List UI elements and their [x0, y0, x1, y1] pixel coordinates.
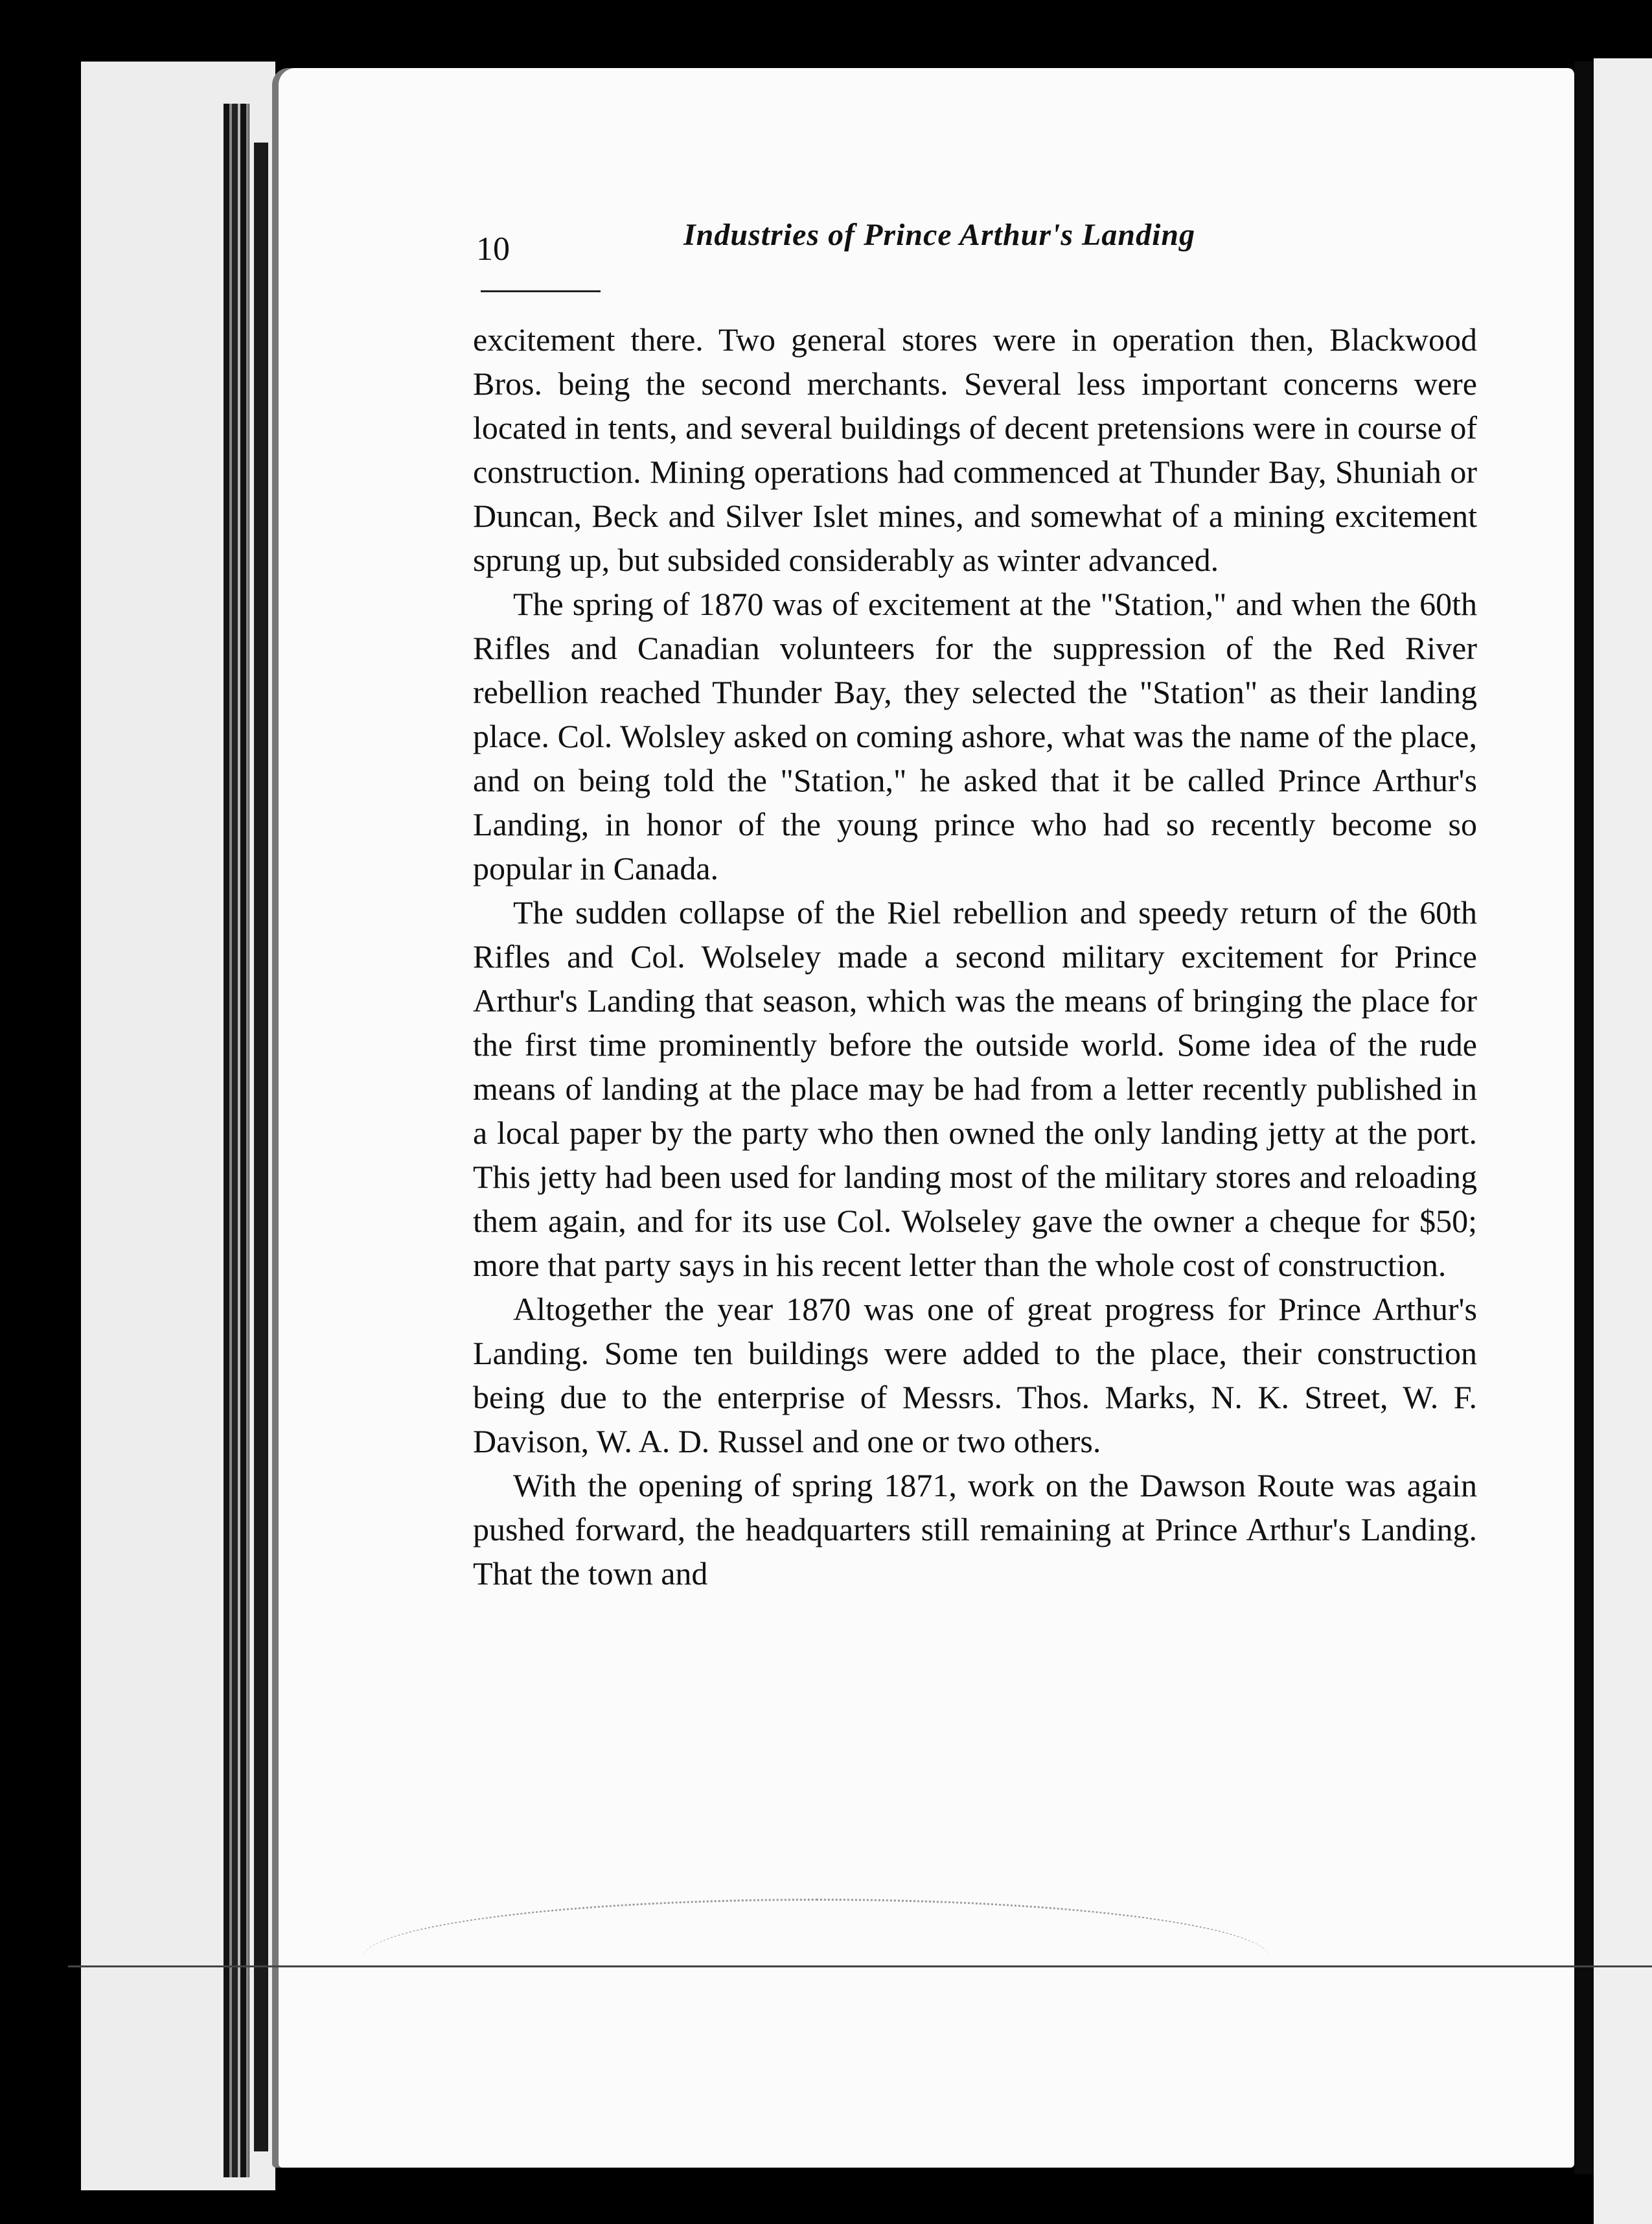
page-header: [476, 217, 1254, 269]
paragraph-1: excitement there. Two general stores were in operation then, Blackwood Bros. being the second merchants. Several less important concerns were located in tents, and several buildings of decent pretensions were in course of construction. Mining operations had commenced at Thunder Bay, Shuniah or Duncan, Beck and Silver Islet mines, and somewhat of a mining excitement sprung up, but subsided considerably as winter advanced.: [473, 321, 1477, 578]
book-spine: [224, 104, 249, 2177]
header-rule: [481, 290, 601, 292]
paragraph-2: The spring of 1870 was of excitement at the "Station," and when the 60th Rifles and Canadian volunteers for the suppression of the Red River rebellion reached Thunder Bay, they selected the "Station" as their landing place. Col. Wolsley asked on coming ashore, what was the name of the place, and on being told the "Station," he asked that it be called Prince Arthur's Landing, in honor of the young prince who had so recently become so popular in Canada.: [473, 586, 1477, 886]
gutter-shadow: [254, 143, 268, 2151]
scan-artifact-arc: [363, 1899, 1270, 2017]
paragraph-5: With the opening of spring 1871, work on the Dawson Route was again pushed forward, the headquarters still remaining at Prince Arthur's Landing. That the town and: [473, 1467, 1477, 1592]
page-number: 10: [476, 231, 510, 268]
paragraph-3: The sudden collapse of the Riel rebellion and speedy return of the 60th Rifles and Col. Wolseley made a second military excitement for Prince Arthur's Landing that season, which was the means of bringing the place for the first time prominently before the outside world. Some idea of the rude means of landing at the place may be had from a letter recently published in a local paper by the party who then owned the only landing jetty at the port. This jetty had been used for landing most of the military stores and reloading them again, and for its use Col. Wolseley gave the owner a cheque for $50; more that party says in his recent letter than the whole cost of construction.: [473, 894, 1477, 1283]
page-body: [473, 318, 1477, 1595]
right-margin-strip: [1594, 58, 1652, 2224]
running-title: Industries of Prince Arthur's Landing: [683, 218, 1196, 252]
scan-artifact-line: [68, 1965, 1652, 1967]
paragraph-4: Altogether the year 1870 was one of great progress for Prince Arthur's Landing. Some ten buildings were added to the place, their construction being due to the enterprise of Messrs. Thos. Marks, N. K. Street, W. F. Davison, W. A. D. Russel and one or two others.: [473, 1291, 1477, 1459]
